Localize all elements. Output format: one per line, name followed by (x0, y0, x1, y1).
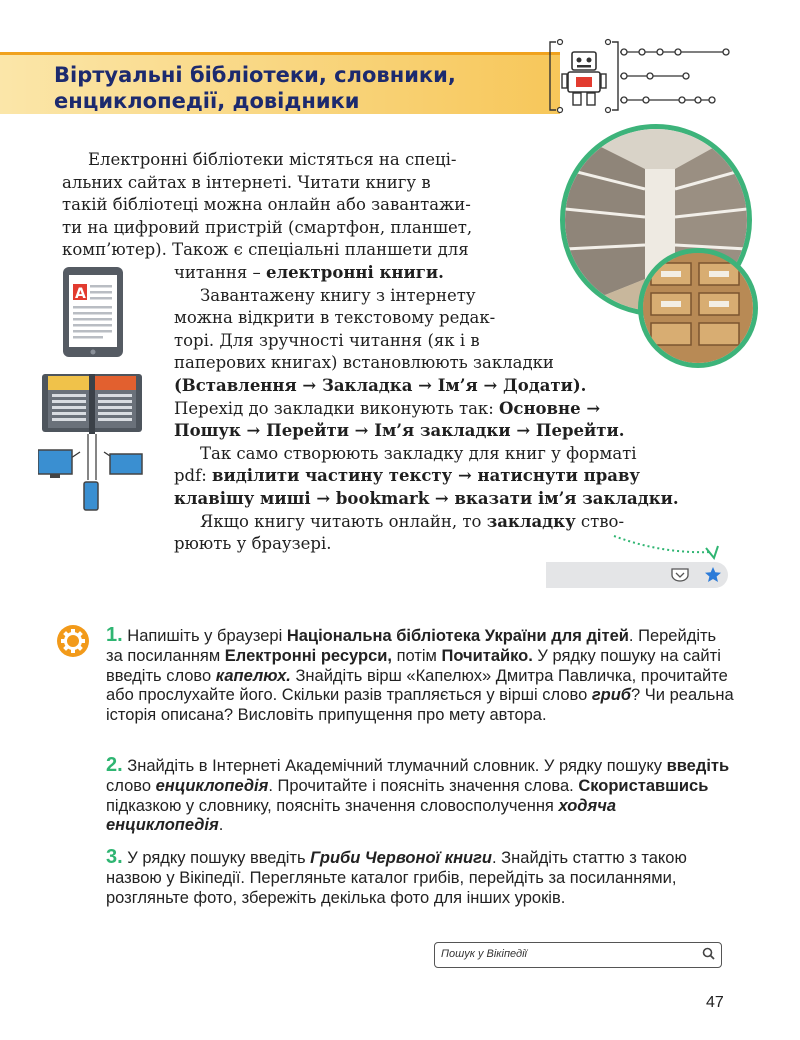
text-line: альних сайтах в інтернеті. Читати книгу в (62, 172, 431, 192)
text-line: такій бібліотеці можна онлайн або завантажи- (62, 195, 471, 215)
task-number: 3. (106, 846, 123, 868)
ebook-reader-icon (62, 266, 124, 358)
page-title (54, 62, 554, 114)
page-number: 47 (706, 994, 724, 1011)
search-placeholder: Пошук у Вікіпедії (441, 948, 527, 960)
text-line: Якщо книгу читають онлайн, то закладку ство- (200, 511, 625, 531)
task-1: 1. Напишіть у браузері Національна бібліотека України для дітей. Перейдіть за посиланням Електронні ресурси, потім Почитайко. У рядку пошуку на сайті введіть слово капелюх. Знайдіть вірш «Капелюх» Дмитра Павличка, прочитайте або прослухайте його. Скільки разів трапляється у вірші слово гриб? Чи реальна історія описана? Висловіть припущення про мету автора. (106, 624, 734, 725)
robot-circuit-icon (546, 38, 732, 114)
text-line: паперових книгах) встановлюють закладки (174, 353, 554, 373)
text-line: Завантажену книгу з інтернету (200, 285, 476, 305)
task-number: 2. (106, 754, 123, 776)
bookmark-star-icon[interactable] (704, 566, 722, 584)
pocket-icon[interactable] (670, 567, 690, 583)
browser-bookmark-bar (546, 562, 728, 588)
main-paragraph (174, 262, 730, 556)
text-line: клавішу миші → bookmark → вказати ім’я закладки. (174, 488, 679, 508)
wikipedia-search-input[interactable] (434, 942, 722, 968)
text-line: Так само створюють закладку для книг у форматі (200, 443, 637, 463)
title-line-1: Віртуальні бібліотеки, словники, (54, 63, 456, 87)
search-icon[interactable] (701, 946, 717, 962)
text-line: можна відкрити в текстовому редак- (174, 308, 496, 328)
task-3: 3. У рядку пошуку введіть Гриби Червоної книги. Знайдіть статтю з такою назвою у Вікіпедії. Перегляньте каталог грибів, перейдіть за посиланнями, розгляньте фото, збережіть декілька фото для інших уроків. (106, 846, 687, 907)
task-2: 2. Знайдіть в Інтернеті Академічний тлумачний словник. У рядку пошуку введіть слово енциклопедія. Прочитайте і поясніть значення слова. Скориставшись підказкою у словнику, поясніть значення словосполучення ходяча енциклопедія. (106, 754, 730, 835)
book-devices-icon (38, 372, 148, 512)
text-line: pdf: виділити частину тексту → натиснути праву (174, 466, 640, 486)
text-line: (Вставлення → Закладка → Ім’я → Додати). (174, 375, 587, 395)
intro-paragraph (62, 149, 550, 262)
dotted-arrow (612, 532, 722, 566)
text-line: торі. Для зручності читання (як і в (174, 330, 480, 350)
text-line: комп’ютер). Також є спеціальні планшети для (62, 240, 469, 260)
gear-icon (56, 624, 90, 658)
text-line: читання – електронні книги. (174, 263, 444, 282)
text-line: Перехід до закладки виконують так: Основне → (174, 398, 601, 418)
task-number: 1. (106, 624, 123, 646)
text-line: ти на цифровий пристрій (смартфон, планшет, (62, 217, 473, 237)
svg-text:A: A (75, 286, 86, 302)
text-line: Пошук → Перейти → Ім’я закладки → Перейти. (174, 421, 625, 441)
text-line: рюють у браузері. (174, 534, 332, 554)
title-line-2: енциклопедії, довідники (54, 89, 360, 113)
text-line: Електронні бібліотеки містяться на спеці- (88, 150, 457, 169)
